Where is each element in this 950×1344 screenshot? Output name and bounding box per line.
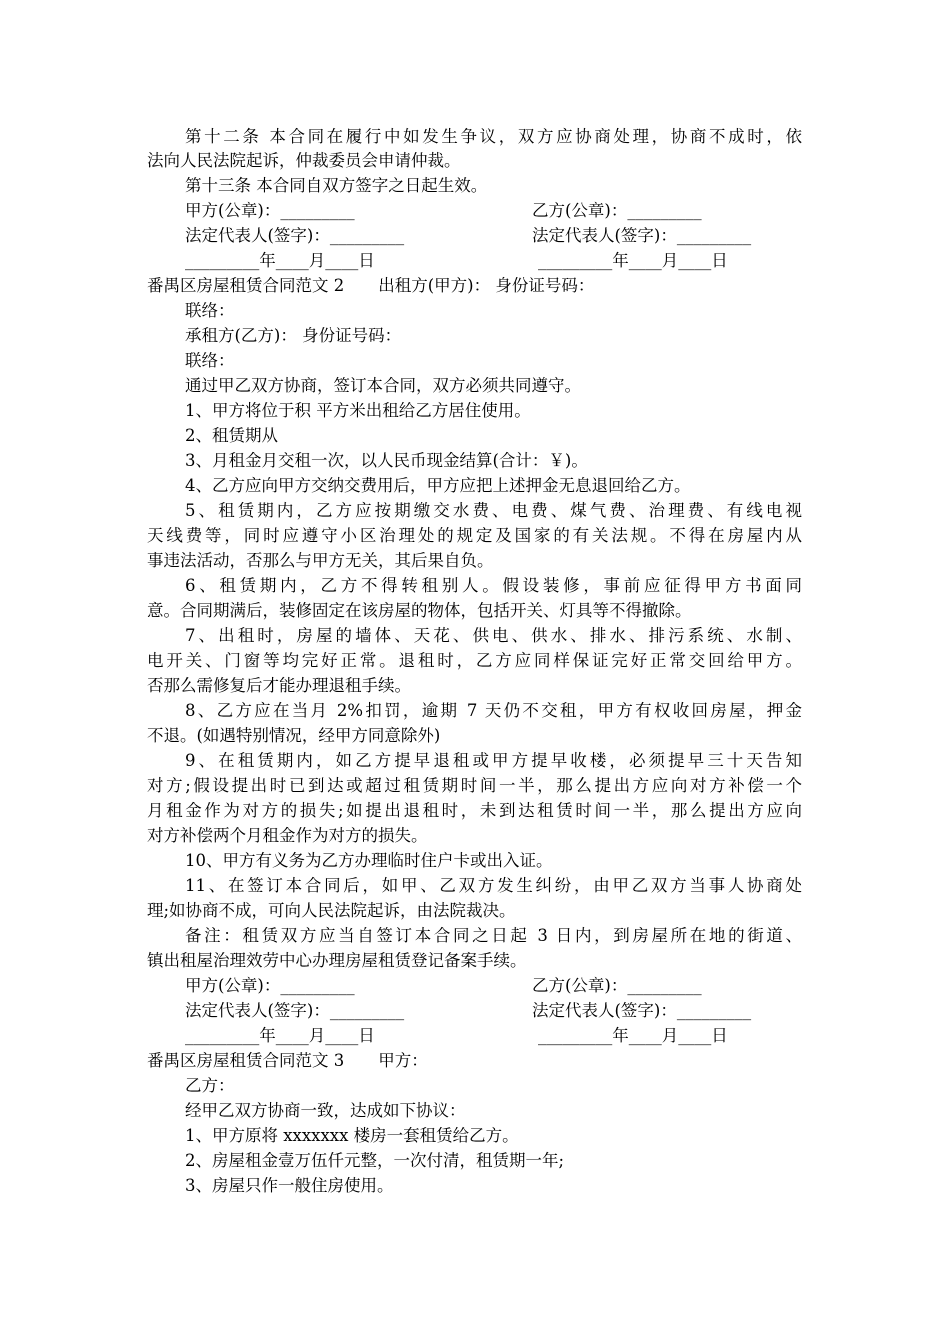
party-b-date-2: _________年____月____日 xyxy=(538,1026,728,1045)
party-b-seal: 乙方(公章)：_________ xyxy=(532,201,702,220)
clause-7-line2: 电开关、门窗等均完好正常。退租时，乙方应同样保证完好正常交回给甲方。 xyxy=(147,651,802,670)
section-heading-3 xyxy=(147,1049,428,1073)
clause-10: 10、甲方有义务为乙方办理临时住户卡或出入证。 xyxy=(185,851,553,870)
lessor-line: 出租方(甲方)： 身份证号码： xyxy=(378,276,595,295)
party-a-seal: 甲方(公章)：_________ xyxy=(185,201,355,220)
party-b-date: _________年____月____日 xyxy=(538,251,728,270)
clause-9-line1: 9、在租赁期内，如乙方提早退租或甲方提早收楼，必须提早三十天告知 xyxy=(185,751,802,770)
party-b-line-3: 乙方： xyxy=(185,1076,235,1095)
article-12-line1: 第十二条 本合同在履行中如发生争议，双方应协商处理，协商不成时，依 xyxy=(185,127,802,146)
party-a-date: _________年____月____日 xyxy=(185,251,375,270)
clause-7-line1: 7、出租时，房屋的墙体、天花、供电、供水、排水、排污系统、水制、 xyxy=(185,626,802,645)
remark-line1: 备注：租赁双方应当自签订本合同之日起 3 日内，到房屋所在地的街道、 xyxy=(185,926,802,945)
party-a-representative: 法定代表人(签字)：_________ xyxy=(185,226,405,245)
signature-row-seal xyxy=(185,199,355,223)
lessor-contact: 联络： xyxy=(185,301,235,320)
remark-line2: 镇出租屋治理效劳中心办理房屋租赁登记备案手续。 xyxy=(147,951,527,970)
section-title-2: 番禺区房屋租赁合同范文 2 xyxy=(147,276,345,295)
clause-11-line2: 理;如协商不成，可向人民法院起诉，由法院裁决。 xyxy=(147,901,516,920)
article-12-line2: 法向人民法院起诉，仲裁委员会申请仲裁。 xyxy=(147,151,461,170)
clause-3-1: 1、甲方原将 xxxxxxx 楼房一套租赁给乙方。 xyxy=(185,1126,519,1145)
clause-7-line3: 否那么需修复后才能办理退租手续。 xyxy=(147,676,411,695)
clause-4: 4、乙方应向甲方交纳交费用后，甲方应把上述押金无息退回给乙方。 xyxy=(185,476,691,495)
party-a-line-3: 甲方： xyxy=(378,1051,428,1070)
clause-9-line3: 月租金作为对方的损失;如提出退租时，未到达租赁时间一半，那么提出方应向 xyxy=(147,801,802,820)
section-heading-2 xyxy=(147,274,594,298)
party-b-representative: 法定代表人(签字)：_________ xyxy=(532,226,752,245)
agreement-intro-3: 经甲乙双方协商一致，达成如下协议： xyxy=(185,1101,466,1120)
clause-3-2: 2、房屋租金壹万伍仟元整，一次付清，租赁期一年; xyxy=(185,1151,565,1170)
clause-8-line2: 不退。(如遇特别情况，经甲方同意除外) xyxy=(147,726,441,745)
party-a-representative-2: 法定代表人(签字)：_________ xyxy=(185,1001,405,1020)
lessee-contact: 联络： xyxy=(185,351,235,370)
clause-9-line2: 对方;假设提出时已到达或超过租赁期时间一半，那么提出方应向对方补偿一个 xyxy=(147,776,802,795)
clause-3-3: 3、房屋只作一般住房使用。 xyxy=(185,1176,394,1195)
clause-11-line1: 11、在签订本合同后，如甲、乙双方发生纠纷，由甲乙双方当事人协商处 xyxy=(185,876,802,895)
agreement-intro: 通过甲乙双方协商，签订本合同，双方必须共同遵守。 xyxy=(185,376,581,395)
clause-8-line1: 8、乙方应在当月 2%扣罚，逾期 7 天仍不交租，甲方有权收回房屋，押金 xyxy=(185,701,802,720)
clause-5-line2: 天线费等，同时应遵守小区治理处的规定及国家的有关法规。不得在房屋内从 xyxy=(147,526,802,545)
clause-6-line2: 意。合同期满后，装修固定在该房屋的物体，包括开关、灯具等不得撤除。 xyxy=(147,601,692,620)
clause-9-line4: 对方补偿两个月租金作为对方的损失。 xyxy=(147,826,428,845)
section-title-3: 番禺区房屋租赁合同范文 3 xyxy=(147,1051,345,1070)
article-13: 第十三条 本合同自双方签字之日起生效。 xyxy=(185,176,488,195)
party-b-representative-2: 法定代表人(签字)：_________ xyxy=(532,1001,752,1020)
clause-3: 3、月租金月交租一次，以人民币现金结算(合计：￥)。 xyxy=(185,451,588,470)
party-a-seal-2: 甲方(公章)：_________ xyxy=(185,976,355,995)
party-a-date-2: _________年____月____日 xyxy=(185,1026,375,1045)
clause-2: 2、租赁期从 xyxy=(185,426,278,445)
clause-5-line3: 事违法活动，否那么与甲方无关，其后果自负。 xyxy=(147,551,494,570)
party-b-seal-2: 乙方(公章)：_________ xyxy=(532,976,702,995)
clause-1: 1、甲方将位于积 平方米出租给乙方居住使用。 xyxy=(185,401,531,420)
clause-6-line1: 6、租赁期内，乙方不得转租别人。假设装修，事前应征得甲方书面同 xyxy=(185,576,802,595)
lessee-line: 承租方(乙方)： 身份证号码： xyxy=(185,326,402,345)
clause-5-line1: 5、租赁期内，乙方应按期缴交水费、电费、煤气费、治理费、有线电视 xyxy=(185,501,802,520)
